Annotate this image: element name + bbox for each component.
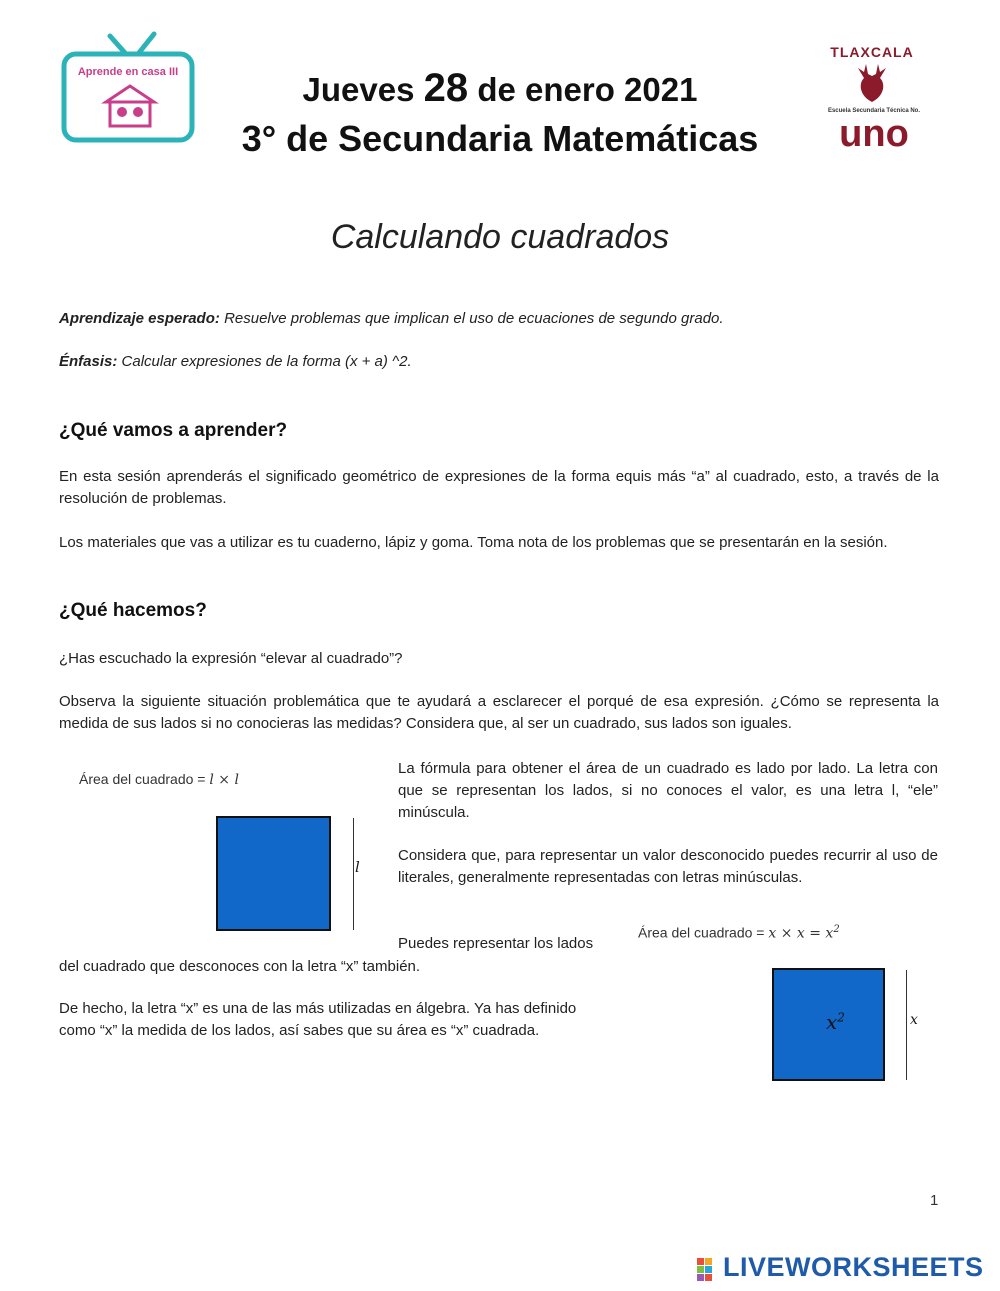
square-x xyxy=(772,968,885,1081)
section2-paragraph-6: De hecho, la letra “x” es una de las más utilizadas en álgebra. Ya has definido como “x” la medida de los lados, así sabes que su área es “x” cuadrada. xyxy=(59,1000,577,1039)
figure2-formula: x × x = x xyxy=(768,925,834,942)
title-day: 28 xyxy=(423,66,469,110)
side-label-x: x xyxy=(910,1012,918,1028)
title-weekday: Jueves xyxy=(302,71,415,108)
page-title-date xyxy=(200,66,800,111)
section2-paragraph-5b: del cuadrado que desconoces con la letra “x” también. xyxy=(59,958,421,975)
area-base: x xyxy=(826,1010,838,1034)
liveworksheets-wordmark: LIVEWORKSHEETS xyxy=(723,1252,984,1282)
section1-paragraph-2: Los materiales que vas a utilizar es tu cuaderno, lápiz y goma. Toma nota de los problemas que se presentarán en la sesión. xyxy=(59,534,888,551)
square-x-area-label xyxy=(826,1010,845,1034)
deer-icon xyxy=(850,62,894,104)
page-title-course: 3° de Secundaria Matemáticas xyxy=(241,118,759,159)
side-label-l: l xyxy=(355,858,360,876)
side-measure-line xyxy=(353,818,354,930)
lesson-title: Calculando cuadrados xyxy=(330,218,670,256)
enfasis xyxy=(59,351,939,373)
enfasis-text: Calcular expresiones de la forma (x + a) ^2. xyxy=(121,353,412,370)
section2-paragraph-1: ¿Has escuchado la expresión “elevar al cuadrado”? xyxy=(59,650,403,667)
section2-paragraph-4: Considera que, para representar un valor desconocido puedes recurrir al uso de literales, generalmente representadas con letras minúsculas. xyxy=(398,847,938,886)
escuela-logo-word: uno xyxy=(839,113,909,155)
liveworksheets-logo-icon xyxy=(697,1258,721,1282)
aprendizaje-esperado xyxy=(59,308,939,330)
side-measure-line-x xyxy=(906,970,907,1080)
figure1-label-text: Área del cuadrado = xyxy=(79,771,206,787)
area-exponent: 2 xyxy=(837,1010,845,1025)
section1-paragraph-1: En esta sesión aprenderás el significado geométrico de expresiones de la forma equis más “a” al cuadrado, esto, a través de la resolución de problemas. xyxy=(59,468,939,507)
section-heading-aprender: ¿Qué vamos a aprender? xyxy=(59,420,288,441)
figure1-label xyxy=(79,771,239,788)
aprendizaje-text: Resuelve problemas que implican el uso de ecuaciones de segundo grado. xyxy=(224,310,724,327)
section2-paragraph-5a: Puedes representar los lados xyxy=(398,935,594,952)
title-month-year: de enero 2021 xyxy=(477,71,698,108)
figure-square-l xyxy=(59,760,379,940)
escuela-logo-state: TLAXCALA xyxy=(830,44,914,60)
liveworksheets-brand xyxy=(697,1252,997,1288)
square-l xyxy=(216,816,331,931)
figure2-label-text: Área del cuadrado = xyxy=(638,924,765,941)
figure1-formula: l × l xyxy=(209,772,239,788)
escuela-logo-subtitle: Escuela Secundaria Técnica No. xyxy=(827,108,921,114)
page-number: 1 xyxy=(930,1192,939,1209)
aprendizaje-label: Aprendizaje esperado: xyxy=(59,310,220,327)
figure2-formula-exponent: 2 xyxy=(833,924,840,935)
enfasis-label: Énfasis: xyxy=(59,353,118,370)
section2-paragraph-3: La fórmula para obtener el área de un cuadrado es lado por lado. La letra con que se representan los lados, si no conoces el valor, es una letra l, “ele” minúscula. xyxy=(398,760,938,821)
aprende-logo-text: Aprende en casa III xyxy=(77,66,179,78)
section2-paragraph-2: Observa la siguiente situación problemática que te ayudará a esclarecer el porqué de esa expresión. ¿Cómo se representa la medida de sus lados si no conocieras las medidas? Considera que, al ser un cuadrado, sus lados son iguales. xyxy=(59,693,939,732)
figure-square-x xyxy=(622,920,952,1090)
figure2-label xyxy=(638,924,840,942)
section-heading-hacemos: ¿Qué hacemos? xyxy=(59,600,207,621)
